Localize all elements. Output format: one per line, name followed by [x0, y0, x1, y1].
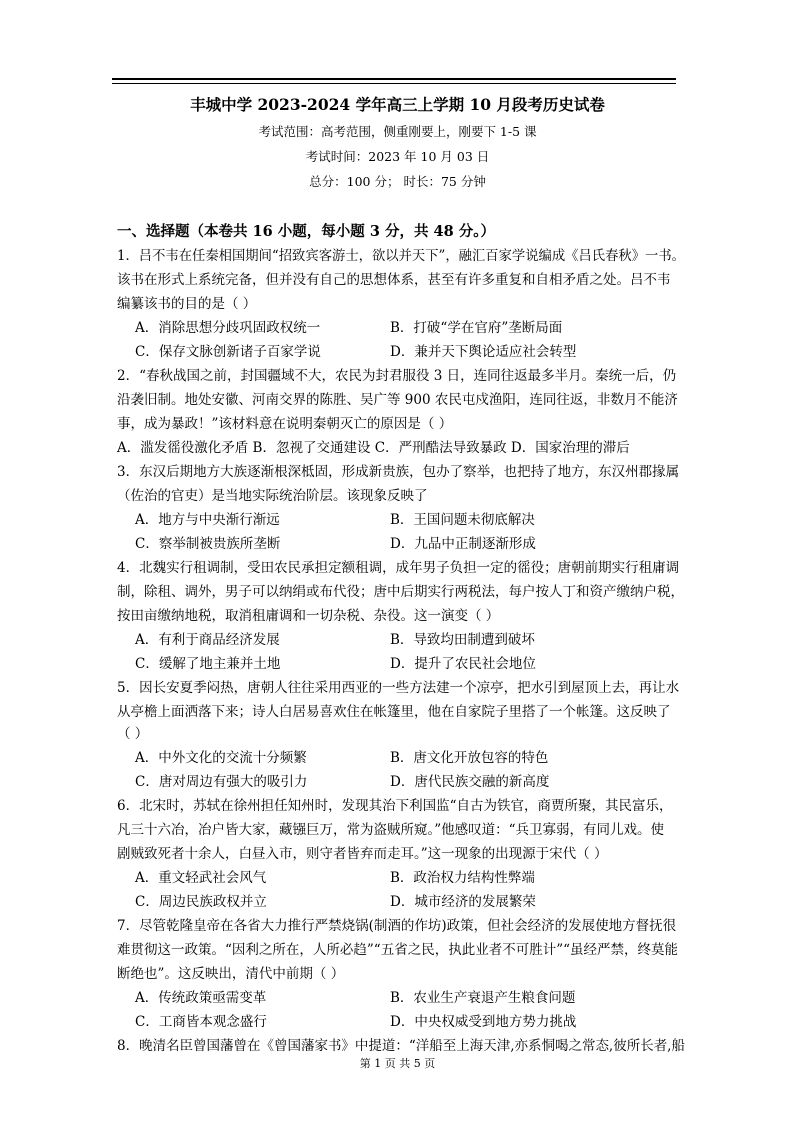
- header-rule-thick: [112, 78, 676, 80]
- question-line: 凡三十六冶，冶户皆大家，藏镪巨万，常为盗贼所窥。”他感叹道：“兵卫寡弱，有同儿戏。使: [117, 822, 665, 838]
- exam-title: 丰城中学 2023-2024 学年高三上学期 10 月段考历史试卷: [190, 95, 605, 114]
- option-a: A．有利于商品经济发展: [135, 632, 280, 648]
- question-line: 3．东汉后期地方大族逐渐根深柢固，形成新贵族，包办了察举，也把持了地方，东汉州郡掾属: [117, 464, 680, 480]
- option-c: C．缓解了地主兼并土地: [135, 656, 281, 672]
- option-b: B．打破“学在官府”垄断局面: [390, 320, 563, 336]
- question-line: （ ）: [117, 726, 149, 742]
- question-line: 8．晚清名臣曾国藩曾在《曾国藩家书》中提道：“洋船至上海天津,亦系恫喝之常态,彼所长者,船: [117, 1038, 685, 1054]
- option-a: A．传统政策亟需变革: [135, 990, 267, 1006]
- question-line: 难贯彻这一政策。“因利之所在，人所必趋”“五省之民，执此业者不可胜计”“虽经严禁，终莫能: [117, 942, 679, 958]
- option-b: B．政治权力结构性弊端: [390, 870, 535, 886]
- option-d: D．城市经济的发展繁荣: [390, 894, 536, 910]
- option-d: D．唐代民族交融的新高度: [390, 774, 550, 790]
- question-line: 6．北宋时，苏轼在徐州担任知州时，发现其治下利国监“自古为铁官，商贾所聚，其民富乐，: [117, 798, 673, 814]
- option-a: A．中外文化的交流十分频繁: [135, 750, 307, 766]
- question-line: 事，成为暴政！”该材料意在说明秦朝灭亡的原因是（ ）: [117, 416, 453, 432]
- option-b: B．农业生产衰退产生粮食问题: [390, 990, 576, 1006]
- option-b: B．王国问题未彻底解决: [390, 512, 535, 528]
- question-line: 1．吕不韦在任秦相国期间“招致宾客游士，欲以并天下”，融汇百家学说编成《吕氏春秋》一书。: [117, 248, 686, 264]
- option-a: A．消除思想分歧巩固政权统一: [135, 320, 321, 336]
- option-d: D．提升了农民社会地位: [390, 656, 536, 672]
- option-c: C．保存文脉创新诸子百家学说: [135, 344, 321, 360]
- option-b: B．唐文化开放包容的特色: [390, 750, 549, 766]
- question-line: 7．尽管乾隆皇帝在各省大力推行严禁烧锅(制酒的作坊)政策，但社会经济的发展使地方督抚很: [117, 918, 677, 934]
- question-line: 沿袭旧制。地处安徽、河南交界的陈胜、吴广等 900 农民屯戍渔阳，连同往返，非数月不能济: [117, 392, 678, 408]
- question-line: 5．因长安夏季闷热，唐朝人往往采用西亚的一些方法建一个凉亭，把水引到屋顶上去，再让水: [117, 680, 680, 696]
- question-line: 制，除租、调外，男子可以纳绢或布代役；唐中后期实行两税法，每户按人丁和资产缴纳户税，: [117, 584, 684, 600]
- question-line: 2．“春秋战国之前，封国疆域不大，农民为封君服役 3 日，连同往返最多半月。秦统一后，仍: [117, 368, 677, 384]
- question-line: 4．北魏实行租调制，受田农民承担定额租调，成年男子负担一定的徭役；唐朝前期实行租庸调: [117, 560, 680, 576]
- question-line: 剧贼致死者十余人，白昼入市，则守者皆弃而走耳。”这一现象的出现源于宋代（ ）: [117, 846, 608, 862]
- option-a: A．地方与中央渐行渐远: [135, 512, 280, 528]
- question-line: 断绝也”。这反映出，清代中前期（ ）: [117, 966, 345, 982]
- option-c: C．唐对周边有强大的吸引力: [135, 774, 308, 790]
- page-footer: 第 1 页 共 5 页: [359, 1057, 436, 1070]
- option-c: C．工商皆本观念盛行: [135, 1014, 267, 1030]
- option-d: D．九品中正制逐渐形成: [390, 536, 536, 552]
- option-c: C．察举制被贵族所垄断: [135, 536, 281, 552]
- option-c: C．周边民族政权并立: [135, 894, 267, 910]
- option-d: D．中央权威受到地方势力挑战: [390, 1014, 577, 1030]
- option-a: A．重文轻武社会风气: [135, 870, 267, 886]
- exam-time: 考试时间：2023 年 10 月 03 日: [305, 149, 490, 164]
- option-b: B．导致均田制遭到破坏: [390, 632, 535, 648]
- option-d: D．兼并天下舆论适应社会转型: [390, 344, 577, 360]
- question-line: （佐治的官吏）是当地实际统治阶层。该现象反映了: [117, 488, 428, 504]
- question-line: 编纂该书的目的是（ ）: [117, 296, 257, 312]
- header-rule-thin: [112, 83, 676, 84]
- exam-score: 总分：100 分； 时长：75 分钟: [309, 174, 486, 189]
- options-line: A．滥发徭役激化矛盾 B．忽视了交通建设 C．严刑酷法导致暴政 D．国家治理的滞后: [117, 440, 630, 456]
- question-line: 从亭檐上面洒落下来；诗人白居易喜欢住在帐篷里，他在自家院子里搭了一个帐篷。这反映了: [117, 704, 671, 720]
- question-line: 按田亩缴纳地税，取消租庸调和一切杂税、杂役。这一演变（ ）: [117, 608, 500, 624]
- exam-scope: 考试范围：高考范围，侧重刚要上，刚要下 1-5 课: [258, 124, 537, 139]
- section-title: 一、选择题（本卷共 16 小题，每小题 3 分，共 48 分。）: [117, 223, 495, 240]
- question-line: 该书在形式上系统完备，但并没有自己的思想体系，甚至有许多重复和自相矛盾之处。吕不韦: [117, 272, 671, 288]
